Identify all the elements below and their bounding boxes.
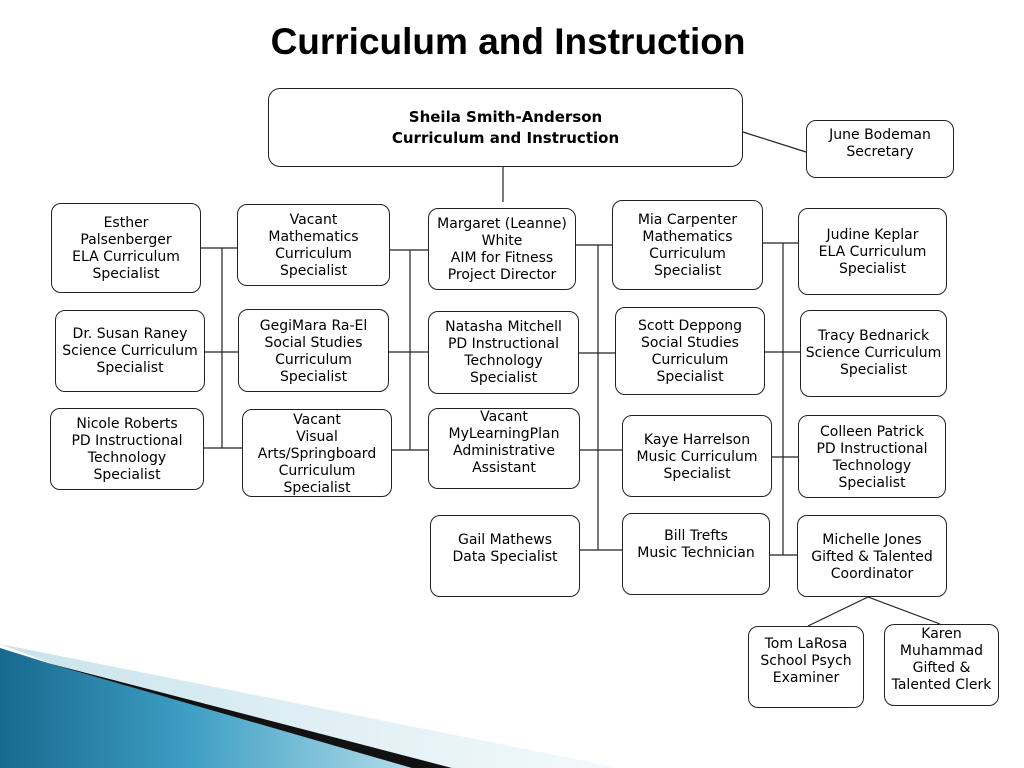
title-line: Specialist [656, 369, 724, 385]
name-line: Kaye Harrelson [643, 432, 751, 448]
director-title: Curriculum and Instruction [391, 129, 620, 147]
title-line: Arts/Springboard [257, 446, 377, 462]
staff-box-susan-raney [55, 310, 205, 392]
name-line: Muhammad [899, 643, 984, 659]
title-line: Technology [464, 353, 543, 369]
name-line: Vacant [480, 409, 528, 425]
title-line: Administrative [453, 443, 555, 459]
name-line: Vacant [289, 212, 338, 228]
title-line: ELA Curriculum [818, 244, 927, 260]
title-line: Mathematics [642, 229, 733, 245]
title-line: Specialist [96, 360, 164, 376]
title-line: Curriculum [651, 352, 729, 368]
title-line: MyLearningPlan [448, 426, 560, 442]
title-line: Examiner [772, 670, 840, 686]
name-line: Karen [921, 626, 962, 642]
name-line: Gail Mathews [457, 532, 553, 548]
staff-box-colleen-patrick [798, 415, 946, 498]
secretary-box [806, 120, 954, 178]
staff-box-tracy-bednarick [800, 310, 947, 397]
director-box [268, 88, 743, 167]
title-line: Data Specialist [452, 549, 558, 565]
title-line: Gifted & Talented [811, 549, 933, 565]
title-line: Science Curriculum [62, 343, 198, 359]
title-line: Specialist [93, 467, 161, 483]
staff-box-scott-deppong [615, 307, 765, 395]
staff-box-vacant-visual-arts [242, 409, 392, 497]
title-line: Secretary [846, 144, 914, 160]
staff-box-michelle-jones [797, 515, 947, 597]
title-line: Specialist [279, 263, 348, 279]
title-line: Music Curriculum [636, 449, 758, 465]
title-line: Social Studies [264, 335, 363, 351]
title-line: Specialist [469, 370, 538, 386]
name-line: Bill Trefts [664, 528, 728, 544]
name-line: Judine Keplar [826, 227, 919, 243]
title-line: Specialist [92, 266, 160, 282]
connector-line [743, 132, 806, 152]
title-line: Music Technician [637, 545, 755, 561]
title-line: Specialist [279, 369, 348, 385]
title-line: School Psych [760, 653, 852, 669]
title-line: Gifted & [912, 660, 971, 676]
title-line: Curriculum [278, 463, 356, 479]
name-line: Tom LaRosa [764, 636, 848, 652]
name-line: Vacant [293, 412, 341, 428]
connector-line [808, 597, 868, 626]
title-line: Technology [832, 458, 912, 474]
title-line: Visual [296, 429, 338, 445]
slide-title: Curriculum and Instruction [270, 21, 746, 62]
staff-box-kaye-harrelson [622, 415, 772, 497]
name-line: Esther [103, 215, 149, 231]
title-line: Social Studies [641, 335, 739, 351]
title-line: ELA Curriculum [72, 249, 180, 265]
name-line: Natasha Mitchell [445, 319, 562, 335]
title-line: Coordinator [830, 566, 914, 582]
staff-box-vacant-mylearningplan [428, 408, 580, 489]
staff-box-tom-larosa [748, 626, 864, 708]
title-line: Technology [87, 450, 167, 466]
title-line: PD Instructional [816, 441, 928, 457]
title-line: Curriculum [275, 246, 352, 262]
title-line: Project Director [447, 267, 557, 283]
name-line: Margaret (Leanne) [437, 216, 567, 232]
name-line: Michelle Jones [822, 532, 922, 548]
title-line: AIM for Fitness [450, 250, 554, 266]
name-line: Mia Carpenter [637, 212, 738, 228]
title-line: Assistant [472, 460, 536, 476]
staff-box-judine-keplar [798, 208, 947, 295]
staff-box-karen-muhammad [884, 624, 999, 706]
title-line: Specialist [839, 362, 908, 378]
connector-line [868, 597, 940, 624]
name-line: Tracy Bednarick [817, 328, 930, 344]
title-line: Specialist [663, 466, 731, 482]
staff-box-mia-carpenter [612, 200, 763, 290]
title-line: PD Instructional [71, 433, 183, 449]
title-line: Curriculum [275, 352, 352, 368]
title-line: PD Instructional [447, 336, 560, 352]
name-line: Nicole Roberts [76, 416, 178, 432]
name-line: Palsenberger [80, 232, 172, 248]
title-line: Specialist [838, 261, 907, 277]
staff-box-esther-palsenberger [51, 203, 201, 293]
name-line: Dr. Susan Raney [72, 326, 188, 342]
title-line: Mathematics [268, 229, 359, 245]
title-line: Specialist [283, 480, 351, 496]
staff-box-vacant-mathematics [237, 204, 390, 286]
name-line: Scott Deppong [637, 318, 743, 334]
name-line: June Bodeman [829, 127, 931, 143]
staff-box-natasha-mitchell [428, 311, 579, 394]
director-name: Sheila Smith-Anderson [408, 108, 603, 126]
title-line: Specialist [653, 263, 722, 279]
title-line: Science Curriculum [805, 345, 942, 361]
name-line: White [481, 233, 523, 249]
name-line: Colleen Patrick [819, 424, 924, 440]
staff-box-margaret-white [428, 208, 576, 290]
title-line: Curriculum [649, 246, 726, 262]
staff-box-bill-trefts [622, 513, 770, 595]
staff-box-gail-mathews [430, 515, 580, 597]
title-line: Specialist [838, 475, 906, 491]
title-line: Talented Clerk [891, 677, 992, 693]
staff-box-nicole-roberts [50, 408, 204, 490]
name-line: GegiMara Ra-El [259, 318, 368, 334]
staff-box-gegimara-ra-el [238, 309, 389, 392]
